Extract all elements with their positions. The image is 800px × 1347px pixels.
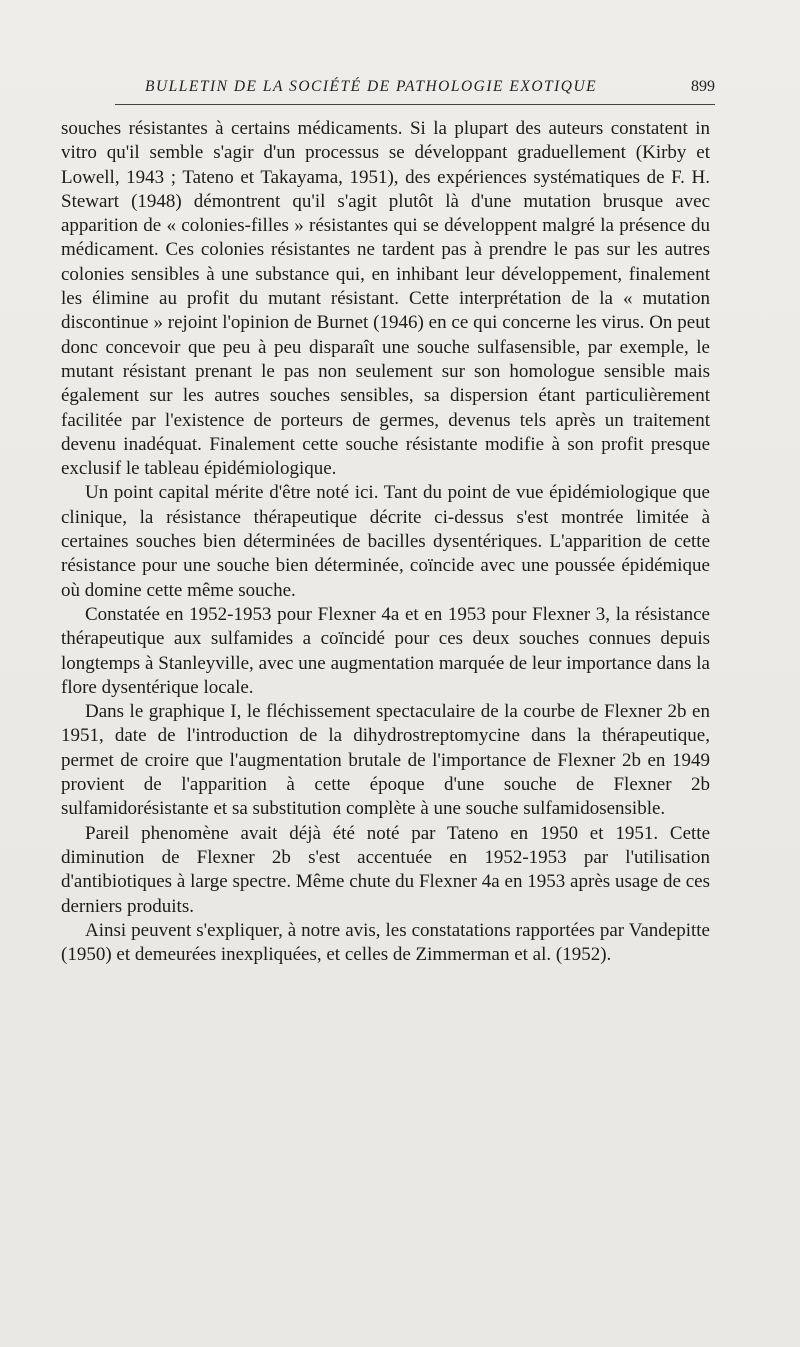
paragraph: Constatée en 1952-1953 pour Flexner 4a et en 1953 pour Flexner 3, la résistance thérapeutique aux sulfamides a coïncidé pour ces deux souches connues depuis longtemps à Stanleyville, avec une augmentation marquée de leur importance dans la flore dysentérique locale. (61, 603, 710, 698)
page-number: 899 (691, 78, 715, 95)
paragraph: Un point capital mérite d'être noté ici. Tant du point de vue épidémiologique que clinique, la résistance thérapeutique décrite ci-dessus s'est montrée limitée à certaines souches bien déterminées de bacilles dysentériques. L'apparition de cette résistance pour une souche bien déterminée, coïncide avec une poussée épidémique où domine cette même souche. (61, 482, 710, 601)
header-rule (115, 104, 715, 105)
running-head (115, 78, 715, 104)
paragraph: Pareil phenomène avait déjà été noté par Tateno en 1950 et 1951. Cette diminution de Flexner 2b s'est accentuée en 1952-1953 par l'utilisation d'antibiotiques à large spectre. Même chute du Flexner 4a en 1953 après usage de ces derniers produits. (61, 822, 710, 917)
paragraph: Ainsi peuvent s'expliquer, à notre avis, les constatations rapportées par Vandepitte (1950) et demeurées inexpliquées, et celles de Zimmerman et al. (1952). (61, 919, 710, 966)
journal-title: BULLETIN DE LA SOCIÉTÉ DE PATHOLOGIE EXOTIQUE (145, 78, 598, 95)
paragraph: Dans le graphique I, le fléchissement spectaculaire de la courbe de Flexner 2b en 1951, date de l'introduction de la dihydrostreptomycine dans la thérapeutique, permet de croire que l'augmentation brutale de l'importance de Flexner 2b en 1949 provient de l'apparition à cette époque d'une souche de Flexner 2b sulfamidorésistante et sa substitution complète à une souche sulfamidosensible. (61, 701, 710, 820)
paragraph: souches résistantes à certains médicaments. Si la plupart des auteurs constatent in vitro qu'il semble s'agir d'un processus se développant graduellement (Kirby et Lowell, 1943 ; Tateno et Takayama, 1951), des expériences systématiques de F. H. Stewart (1948) démontrent qu'il s'agit plutôt là d'une mutation brusque avec apparition de « colonies-filles » résistantes qui se développent malgré la présence du médicament. Ces colonies résistantes ne tardent pas à prendre le pas sur les autres colonies sensibles à une substance qui, en inhibant leur développement, finalement les élimine au profit du mutant résistant. Cette interprétation de la « mutation discontinue » rejoint l'opinion de Burnet (1946) en ce qui concerne les virus. On peut donc concevoir que peu à peu disparaît une souche sulfasensible, par exemple, le mutant résistant prenant le pas non seulement sur son homologue sensible mais également sur les autres souches sensibles, sa dispersion étant particulièrement facilitée par l'existence de porteurs de germes, devenus tels après un traitement devenu inadéquat. Finalement cette souche résistante modifie à son profit presque exclusif le tableau épidémiologique. (61, 118, 710, 480)
body-text (61, 117, 710, 967)
